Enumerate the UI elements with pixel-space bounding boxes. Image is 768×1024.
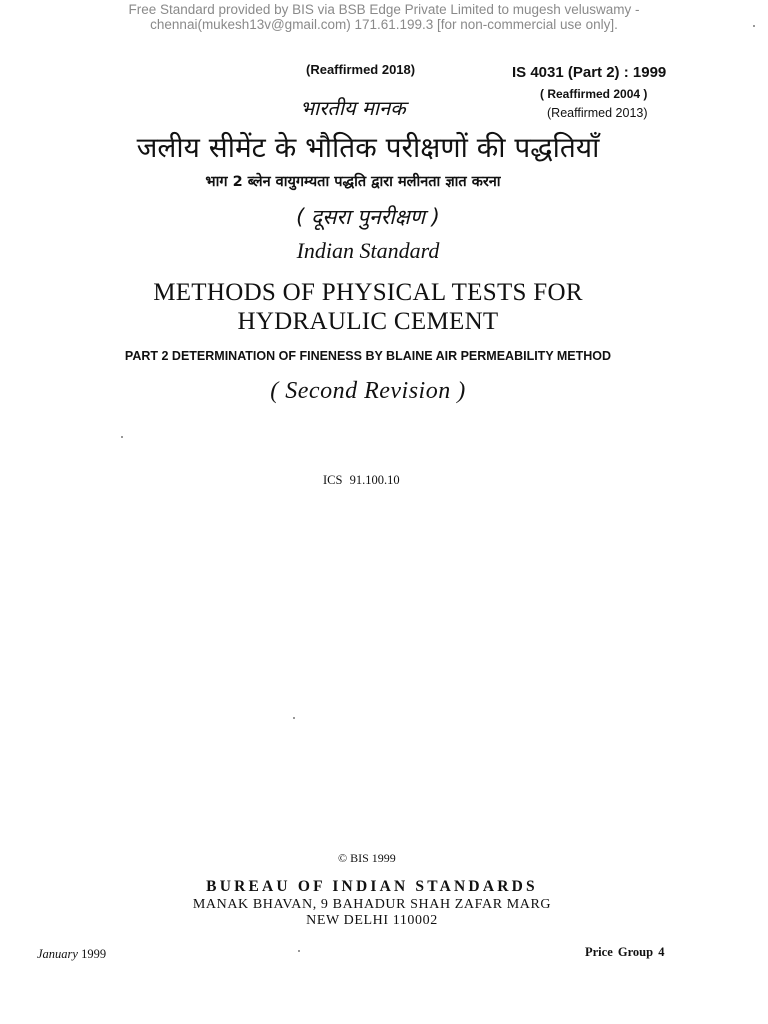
copyright-notice: © BIS 1999 (338, 851, 396, 865)
publisher-address-line-1: MANAK BHAVAN, 9 BAHADUR SHAH ZAFAR MARG (192, 897, 552, 912)
publication-year: 1999 (81, 947, 107, 961)
ics-code: ICS 91.100.10 (323, 473, 400, 487)
scan-speck (121, 436, 123, 438)
publication-date (37, 947, 106, 962)
standard-number: IS 4031 (Part 2) : 1999 (512, 64, 667, 81)
watermark-line-1: Free Standard provided by BIS via BSB Edge Private Limited to mugesh veluswamy - (128, 2, 640, 17)
page-title-line-1: METHODS OF PHYSICAL TESTS FOR (153, 279, 583, 306)
part-subtitle: PART 2 DETERMINATION OF FINENESS BY BLAINE AIR PERMEABILITY METHOD (124, 349, 612, 363)
watermark-line-2: chennai(mukesh13v@gmail.com) 171.61.199.3 [for non-commercial use only]. (150, 17, 618, 32)
reaffirmed-2018: (Reaffirmed 2018) (306, 62, 416, 77)
hindi-title: जलीय सीमेंट के भौतिक परीक्षणों की पद्धतियाँ (136, 131, 600, 164)
reaffirmed-2013: (Reaffirmed 2013) (547, 106, 648, 120)
indian-standard-label: Indian Standard (296, 238, 440, 263)
hindi-indian-standard: भारतीय मानक (300, 96, 406, 120)
watermark-notice (0, 2, 768, 32)
scan-speck (753, 25, 755, 27)
publication-month: January (37, 947, 78, 961)
reaffirmed-2004: ( Reaffirmed 2004 ) (540, 87, 648, 101)
hindi-part-line: भाग 2 ब्लेन वायुगम्यता पद्धति द्वारा मलीनता ज्ञात करना (205, 174, 501, 190)
price-group: Price Group 4 (585, 945, 665, 959)
revision-label: ( Second Revision ) (270, 378, 466, 404)
scan-speck (293, 717, 295, 719)
publisher-name: BUREAU OF INDIAN STANDARDS (206, 878, 538, 895)
hindi-revision: ( दूसरा पुनरीक्षण ) (296, 205, 440, 229)
scan-speck (298, 950, 300, 952)
publisher-address-line-2: NEW DELHI 110002 (306, 913, 438, 928)
page-title-line-2: HYDRAULIC CEMENT (237, 308, 499, 335)
